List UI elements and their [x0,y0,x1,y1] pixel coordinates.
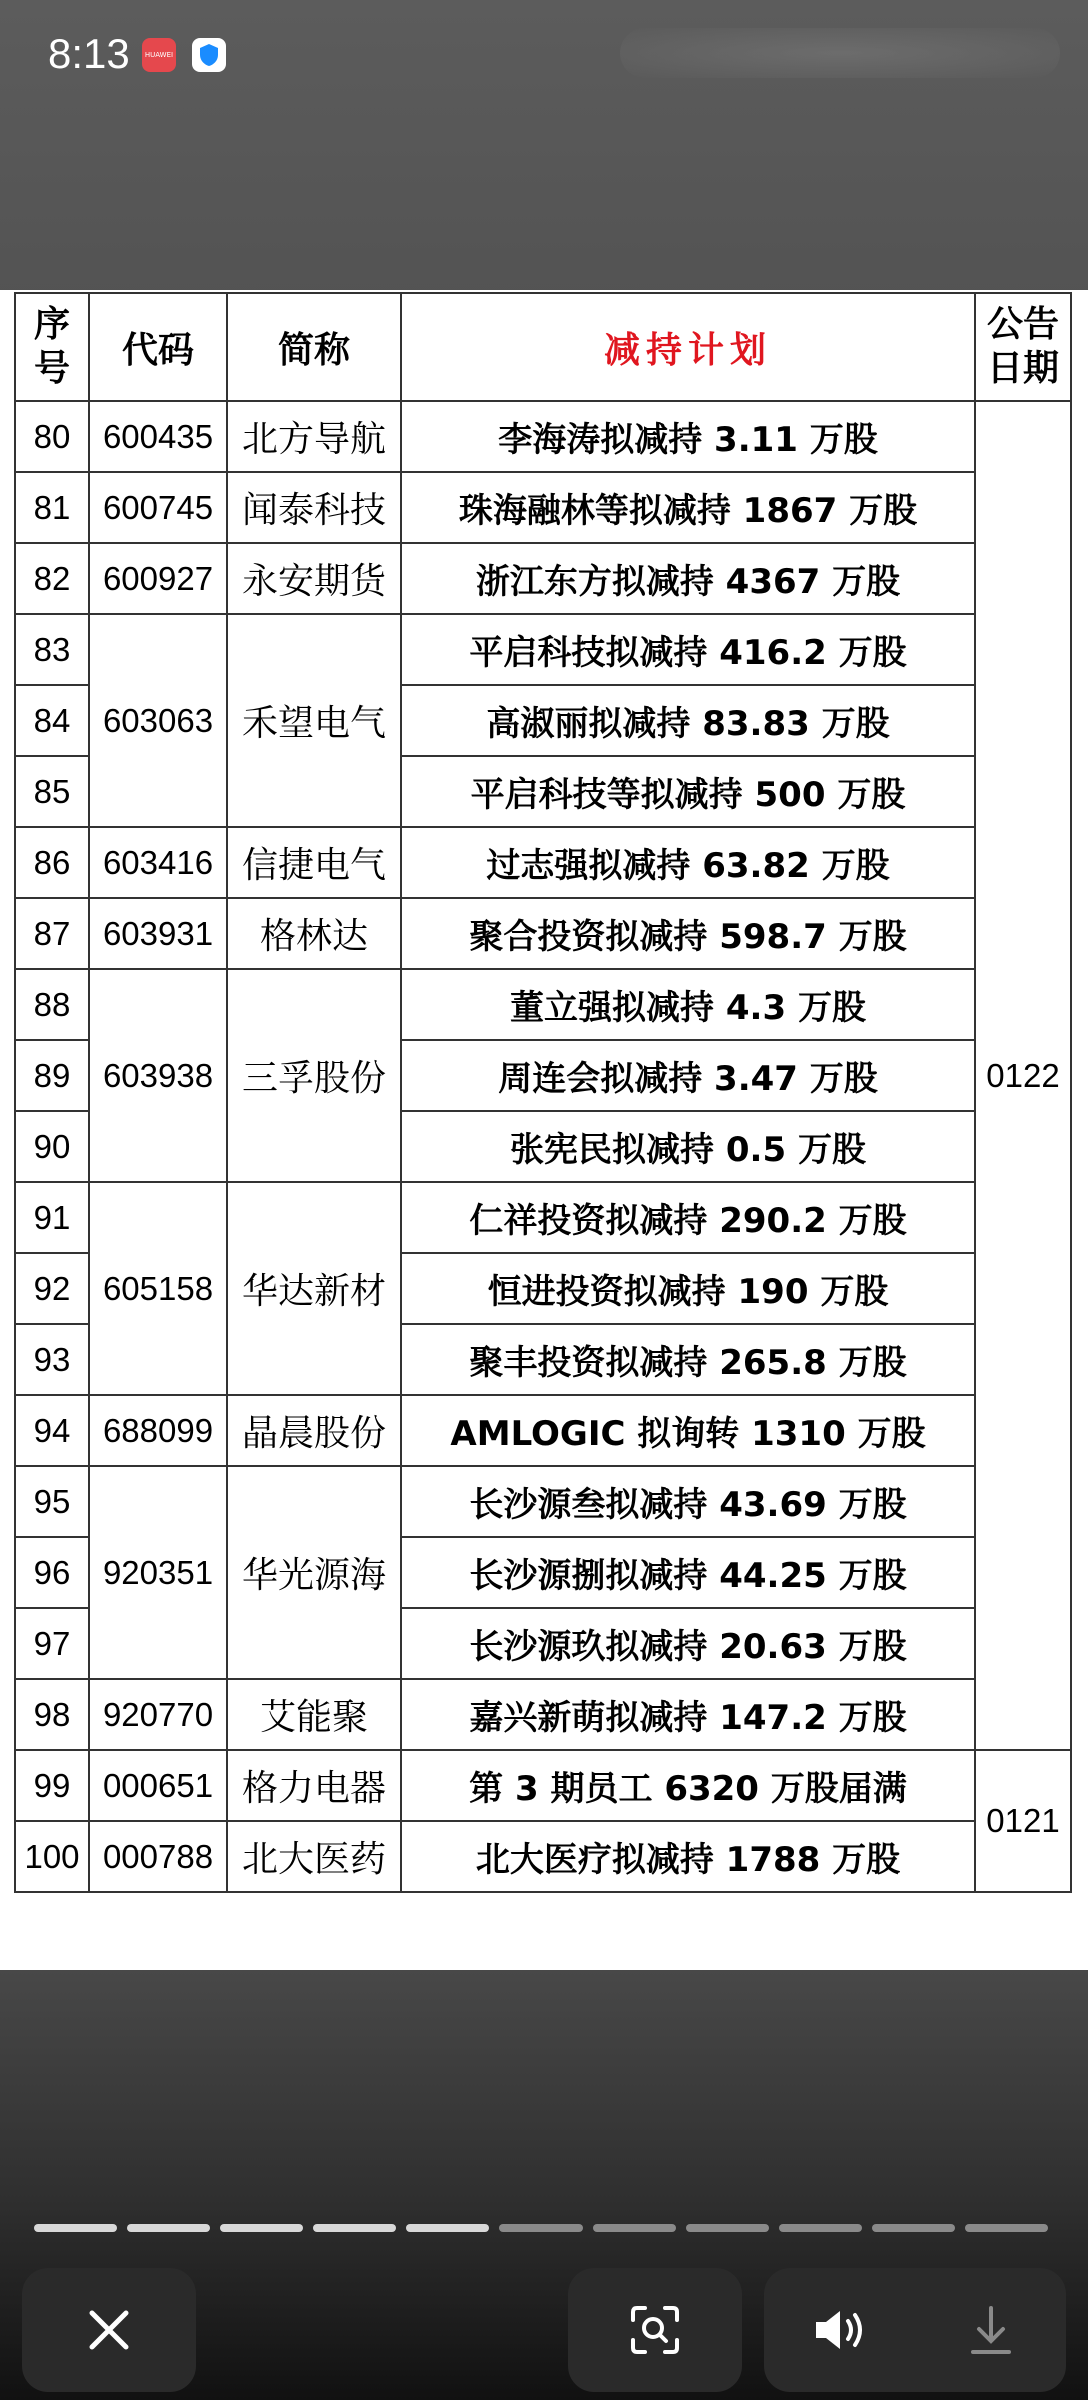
table-row [15,1679,1071,1750]
image-progress-indicator [34,2224,1048,2234]
cell-seq: 92 [15,1253,89,1324]
cell-code: 920351 [89,1466,227,1679]
status-time: 8:13 [48,30,130,77]
cell-name: 格林达 [227,898,401,969]
scan-icon [629,2304,681,2356]
cell-code: 688099 [89,1395,227,1466]
cell-plan: 李海涛拟减持 3.11 万股 [401,401,975,472]
cell-name: 禾望电气 [227,614,401,827]
cell-plan: 北大医疗拟减持 1788 万股 [401,1821,975,1892]
cell-seq: 88 [15,969,89,1040]
image-content [0,290,1088,1970]
progress-segment [313,2224,396,2232]
progress-segment [872,2224,955,2232]
table-row [15,1750,1071,1821]
cell-seq: 99 [15,1750,89,1821]
cell-plan: 长沙源玖拟减持 20.63 万股 [401,1608,975,1679]
cell-seq: 82 [15,543,89,614]
cell-code: 000788 [89,1821,227,1892]
cell-plan: 浙江东方拟减持 4367 万股 [401,543,975,614]
cell-seq: 98 [15,1679,89,1750]
cell-plan: 恒进投资拟减持 190 万股 [401,1253,975,1324]
cell-code: 920770 [89,1679,227,1750]
status-blurred-text [620,28,1060,78]
cell-seq: 90 [15,1111,89,1182]
cell-name: 华光源海 [227,1466,401,1679]
cell-seq: 89 [15,1040,89,1111]
cell-plan: 平启科技等拟减持 500 万股 [401,756,975,827]
reduction-plan-table [14,292,1072,1893]
cell-seq: 87 [15,898,89,969]
cell-name: 北大医药 [227,1821,401,1892]
progress-segment [127,2224,210,2232]
cell-name: 艾能聚 [227,1679,401,1750]
speaker-icon [812,2307,868,2353]
cell-code: 603063 [89,614,227,827]
cell-plan: 聚合投资拟减持 598.7 万股 [401,898,975,969]
cell-seq: 97 [15,1608,89,1679]
status-bar [0,0,1088,110]
cell-date: 0121 [975,1750,1071,1892]
shield-icon [192,38,226,72]
cell-seq: 95 [15,1466,89,1537]
cell-seq: 86 [15,827,89,898]
cell-plan: 周连会拟减持 3.47 万股 [401,1040,975,1111]
header-seq [15,293,89,401]
table-row [15,1395,1071,1466]
table-row [15,1466,1071,1537]
cell-name: 北方导航 [227,401,401,472]
cell-code: 600435 [89,401,227,472]
table-row [15,543,1071,614]
cell-code: 605158 [89,1182,227,1395]
cell-seq: 81 [15,472,89,543]
header-date [975,293,1071,401]
progress-segment [34,2224,117,2232]
table-row [15,969,1071,1040]
cell-plan: AMLOGIC 拟询转 1310 万股 [401,1395,975,1466]
cell-code: 603938 [89,969,227,1182]
huawei-app-icon [142,38,176,72]
cell-plan: 珠海融林等拟减持 1867 万股 [401,472,975,543]
cell-name: 永安期货 [227,543,401,614]
cell-seq: 93 [15,1324,89,1395]
header-seq-label: 序 号 [33,304,70,389]
cell-seq: 100 [15,1821,89,1892]
media-action-group [764,2268,1066,2392]
cell-name: 闻泰科技 [227,472,401,543]
cell-plan: 高淑丽拟减持 83.83 万股 [401,685,975,756]
cell-plan: 长沙源叁拟减持 43.69 万股 [401,1466,975,1537]
download-button[interactable] [915,2268,1066,2392]
header-name: 简称 [227,293,401,401]
huawei-app-icon-text: HUAWEI [144,51,174,59]
progress-segment [499,2224,582,2232]
close-button[interactable] [22,2268,196,2392]
table-row [15,898,1071,969]
cell-code: 000651 [89,1750,227,1821]
cell-code: 603931 [89,898,227,969]
cell-seq: 84 [15,685,89,756]
cell-name: 三孚股份 [227,969,401,1182]
cell-seq: 96 [15,1537,89,1608]
cell-plan: 董立强拟减持 4.3 万股 [401,969,975,1040]
progress-segment [965,2224,1048,2232]
cell-plan: 嘉兴新萌拟减持 147.2 万股 [401,1679,975,1750]
cell-seq: 83 [15,614,89,685]
cell-seq: 85 [15,756,89,827]
table-row [15,614,1071,685]
close-icon [86,2307,132,2353]
progress-segment [593,2224,676,2232]
header-plan: 减持计划 [401,293,975,401]
cell-seq: 80 [15,401,89,472]
cell-name: 格力电器 [227,1750,401,1821]
cell-plan: 张宪民拟减持 0.5 万股 [401,1111,975,1182]
cell-name: 晶晨股份 [227,1395,401,1466]
download-icon [969,2304,1013,2356]
cell-plan: 过志强拟减持 63.82 万股 [401,827,975,898]
cell-seq: 91 [15,1182,89,1253]
cell-plan: 聚丰投资拟减持 265.8 万股 [401,1324,975,1395]
table-row [15,1821,1071,1892]
cell-code: 603416 [89,827,227,898]
cell-seq: 94 [15,1395,89,1466]
progress-segment [220,2224,303,2232]
cell-plan: 平启科技拟减持 416.2 万股 [401,614,975,685]
cell-plan: 仁祥投资拟减持 290.2 万股 [401,1182,975,1253]
progress-segment [686,2224,769,2232]
cell-code: 600745 [89,472,227,543]
cell-name: 华达新材 [227,1182,401,1395]
table-row [15,827,1071,898]
table-row [15,401,1071,472]
scan-button[interactable] [568,2268,742,2392]
cell-plan: 第 3 期员工 6320 万股届满 [401,1750,975,1821]
progress-segment [779,2224,862,2232]
cell-plan: 长沙源捌拟减持 44.25 万股 [401,1537,975,1608]
progress-segment [406,2224,489,2232]
cell-date: 0122 [975,401,1071,1750]
table-row [15,472,1071,543]
cell-code: 600927 [89,543,227,614]
header-code: 代码 [89,293,227,401]
table-row [15,1182,1071,1253]
header-date-label: 公告 日期 [986,304,1059,389]
sound-button[interactable] [764,2268,915,2392]
cell-name: 信捷电气 [227,827,401,898]
